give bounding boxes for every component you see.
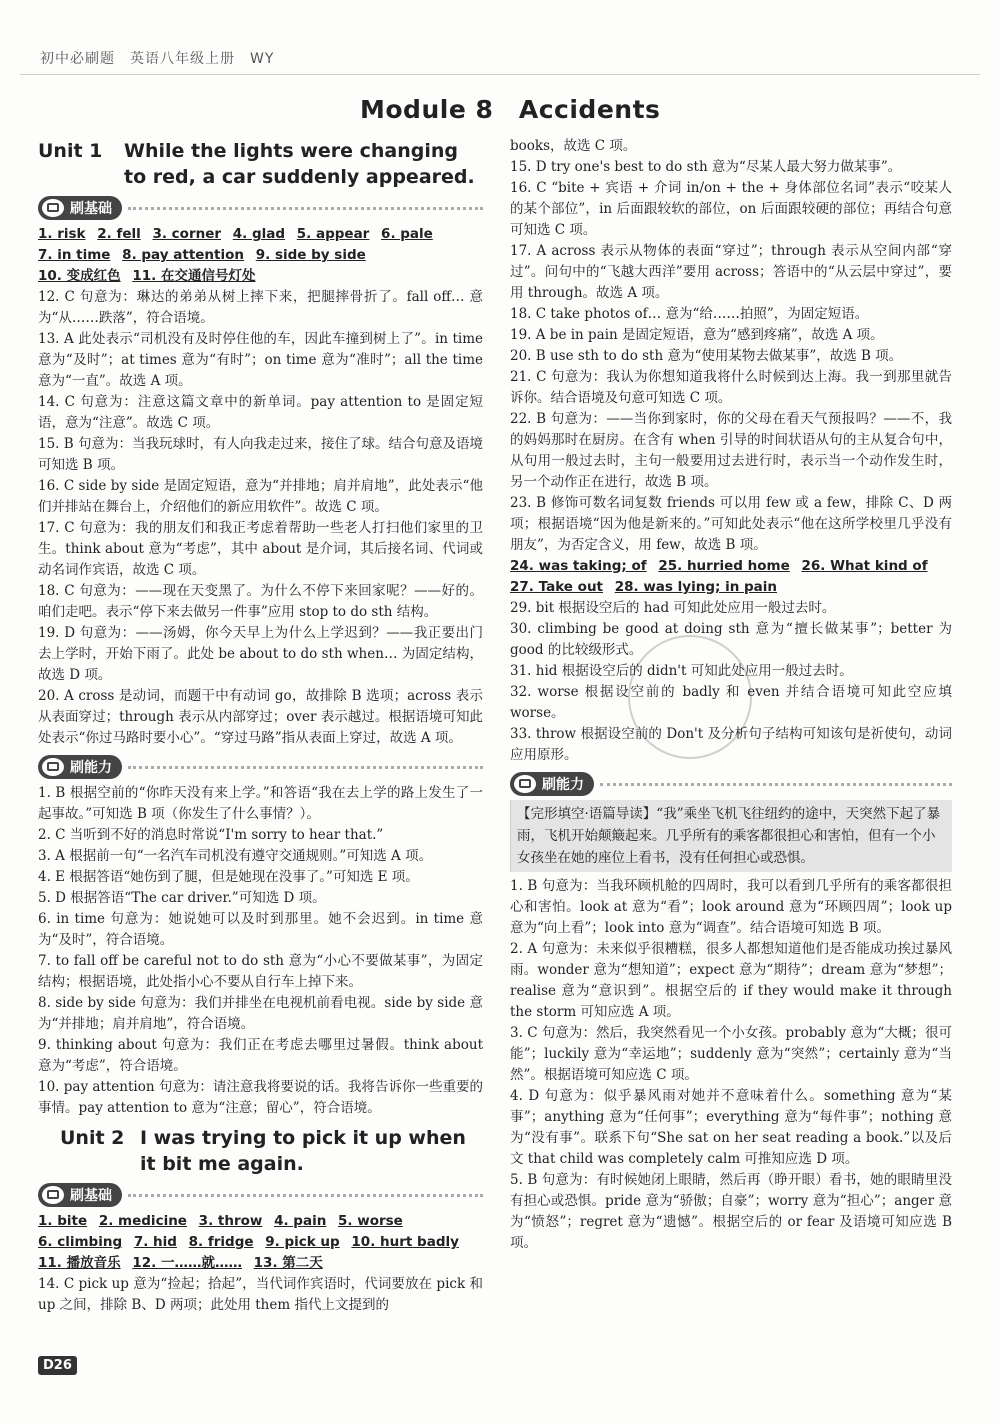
- u2-fill-answers: [38, 1211, 483, 1274]
- answer-item: 22. B 句意为：——当你到家时，你的父母在看天气预报吗？——不，我的妈妈那时在厨房。在含有 when 引导的时间状语从句的主从复合句中，从句用一般过去时，主句一般要用过去进行时，表示当一个动作发生时，另一个动作正在进行，故选 B 项。: [510, 411, 952, 490]
- answer-item: 20. A cross 是动词，而题干中有动词 go，故排除 B 选项；across 表示从表面穿过；through 表示从内部穿过；over 表示越过。根据语境可知此处表示“你过马路时要小心”。“穿过马路”指从表面上穿过，故选 A 项。: [38, 688, 483, 746]
- answer-item: 6. in time 句意为：她说她可以及时到那里。她不会迟到。in time 意为“及时”，符合语境。: [38, 911, 483, 948]
- page-number: D26: [38, 1356, 77, 1375]
- fill-answer: 6. climbing: [38, 1234, 123, 1250]
- answer-item: 15. B 句意为：当我玩球时，有人向我走过来，接住了球。结合句意及语境可知选 B 项。: [38, 436, 483, 473]
- fill-answer: 12. 一……就……: [132, 1255, 242, 1271]
- fill-answer: 8. fridge: [188, 1234, 254, 1250]
- answer-item: 13. A 此处表示“司机没有及时停住他的车，因此车撞到树上了”。in time 意为“及时”；at times 意为“有时”；on time 意为“准时”；all the time 意为“一直”。故选 A 项。: [38, 331, 483, 389]
- fill-answer: 5. worse: [338, 1213, 403, 1229]
- unit1-number: Unit 1: [38, 140, 103, 162]
- fill-answer: 27. Take out: [510, 579, 604, 595]
- unit1-heading: [38, 138, 483, 190]
- basic-badge: [38, 196, 483, 220]
- answer-item: 2. A 句意为：未来似乎很糟糕，很多人都想知道他们是否能成功挨过暴风雨。wonder 意为“想知道”；expect 意为“期待”；dream 意为“梦想”；realise 意为“意识到”。根据空后的 if they would make it through the storm 可知应选 A 项。: [510, 941, 952, 1020]
- answer-item: 21. C 句意为：我认为你想知道我将什么时候到达上海。我一到那里就告诉你。结合语境及句意可知选 C 项。: [510, 369, 952, 406]
- answer-item: 10. pay attention 句意为：请注意我将要说的话。我将告诉你一些重要的事情。pay attention to 意为“注意；留心”，符合语境。: [38, 1079, 483, 1116]
- answer-item: 7. to fall off be careful not to do sth 意为“小心不要做某事”，为固定结构；根据语境，此处指小心不要从自行车上掉下来。: [38, 953, 483, 990]
- fill-answer: 7. hid: [133, 1234, 177, 1250]
- badge-label: 刷能力: [70, 760, 112, 776]
- answer-item: 16. C “bite + 宾语 + 介词 in/on + the + 身体部位名词”表示“咬某人的某个部位”，in 后面跟较软的部位，on 后面跟较硬的部位；再结合句意可知选 C 项。: [510, 180, 952, 238]
- fill-answer: 26. What kind of: [801, 558, 928, 574]
- fill-answer: 3. throw: [198, 1213, 263, 1229]
- answer-item: 29. bit 根据设空后的 had 可知此处应用一般过去时。: [510, 600, 836, 616]
- unit2-number: Unit 2: [60, 1127, 125, 1149]
- answer-item: 18. C take photos of… 意为“给……拍照”，为固定短语。: [510, 306, 869, 322]
- ability-badge-right: [510, 772, 952, 796]
- u1-fill-answers: [38, 224, 483, 287]
- answer-item: 33. throw 根据设空前的 Don't 及分析句子结构可知该句是祈使句，动词应用原形。: [510, 726, 952, 763]
- passage-guide: 【完形填空·语篇导读】“我”乘坐飞机飞往纽约的途中，天突然下起了暴雨，飞机开始颠簸起来。几乎所有的乘客都很担心和害怕，但有一个小女孩坐在她的座位上看书，没有任何担心或恐惧。: [510, 800, 952, 872]
- right-column: [510, 136, 952, 1254]
- fill-answer: 1. risk: [38, 226, 86, 242]
- badge-label: 刷基础: [70, 201, 112, 217]
- fill-answer: 2. fell: [97, 226, 141, 242]
- answer-item: 31. hid 根据设空后的 didn't 可知此处应用一般过去时。: [510, 663, 853, 679]
- fill-answer: 11. 播放音乐: [38, 1255, 121, 1271]
- answer-item: 4. D 句意为：似乎暴风雨对她并不意味着什么。something 意为“某事”；anything 意为“任何事”；everything 意为“每件事”；nothing 意为“没有事”。联系下句“She sat on her seat reading a book.”以及后文 that child was completely calm 可推知应选 D 项。: [510, 1088, 952, 1167]
- answer-item: 32. worse 根据设空前的 badly 和 even 并结合语境可知此空应填 worse。: [510, 684, 952, 721]
- answer-item: 1. B 根据空前的“你昨天没有来上学。”和答语“我在去上学的路上发生了一起事故。”可知选 B 项（你发生了什么事情？）。: [38, 785, 483, 822]
- answer-item: 16. C side by side 是固定短语，意为“并排地；肩并肩地”，此处表示“他们并排站在舞台上，介绍他们的新应用软件”。故选 C 项。: [38, 478, 483, 515]
- fill-answer: 8. pay attention: [122, 247, 245, 263]
- answer-item: 1. B 句意为：当我环顾机舱的四周时，我可以看到几乎所有的乘客都很担心和害怕。look at 意为“看”；look around 意为“环顾四周”；look up 意为“向上看”；look into 意为“调查”。结合语境可知选 B 项。: [510, 878, 952, 936]
- answer-item: 5. D 根据答语“The car driver.”可知选 D 项。: [38, 890, 326, 906]
- running-header: 初中必刷题 英语八年级上册 WY: [40, 51, 275, 67]
- header-rule: [20, 74, 980, 75]
- fill-answer: 2. medicine: [98, 1213, 187, 1229]
- answer-item: 14. C 句意为：注意这篇文章中的新单词。pay attention to 是固定短语，意为“注意”。故选 C 项。: [38, 394, 483, 431]
- fill-answer: 5. appear: [296, 226, 370, 242]
- answer-item: 18. C 句意为：——现在天变黑了。为什么不停下来回家呢？——好的。咱们走吧。表示“停下来去做另一件事”应用 stop to do sth 结构。: [38, 583, 483, 620]
- right-fill-answers: [510, 556, 952, 598]
- fill-answer: 28. was lying; in pain: [614, 579, 778, 595]
- fill-answer: 10. 变成红色: [38, 268, 121, 284]
- answer-item: 8. side by side 句意为：我们并排坐在电视机前看电视。side by side 意为“并排地；肩并肩地”，符合语境。: [38, 995, 483, 1032]
- book-icon: [42, 199, 64, 217]
- book-icon: [42, 1186, 64, 1204]
- module-title: Module 8 Accidents: [360, 95, 661, 124]
- fill-answer: 10. hurt badly: [351, 1234, 459, 1250]
- answer-item: 3. A 根据前一句“一名汽车司机没有遵守交通规则。”可知选 A 项。: [38, 848, 433, 864]
- unit2-title: I was trying to pick it up when it bit me again.: [140, 1127, 466, 1175]
- fill-answer: 11. 在交通信号灯处: [132, 268, 256, 284]
- answer-item: 5. B 句意为：有时候她闭上眼睛，然后再（睁开眼）看书，她的眼睛里没有担心或恐惧。pride 意为“骄傲；自豪”；worry 意为“担心”；anger 意为“愤怒”；regret 意为“遗憾”。根据空后的 or fear 及语境可知应选 B 项。: [510, 1172, 952, 1251]
- ability-badge: [38, 755, 483, 779]
- badge-label: 刷基础: [70, 1188, 112, 1204]
- unit2-heading: [38, 1125, 483, 1177]
- fill-answer: 3. corner: [152, 226, 222, 242]
- answer-item: 3. C 句意为：然后，我突然看见一个小女孩。probably 意为“大概；很可能”；luckily 意为“幸运地”；suddenly 意为“突然”；certainly 意为“当然”。根据语境可知应选 C 项。: [510, 1025, 952, 1083]
- fill-answer: 7. in time: [38, 247, 111, 263]
- answer-item: 4. E 根据答语“她伤到了腿，但是她现在没事了。”可知选 E 项。: [38, 869, 419, 885]
- fill-answer: 13. 第二天: [253, 1255, 323, 1271]
- left-column: [38, 136, 483, 1316]
- fill-answer: 1. bite: [38, 1213, 88, 1229]
- answer-item: 23. B 修饰可数名词复数 friends 可以用 few 或 a few，排除 C、D 两项；根据语境“因为他是新来的。”可知此处表示“他在这所学校里几乎没有朋友”，为否定含义，用 few，故选 B 项。: [510, 495, 952, 553]
- answer-item: 19. A be in pain 是固定短语，意为“感到疼痛”，故选 A 项。: [510, 327, 884, 343]
- answer-item: 17. C 句意为：我的朋友们和我正考虑着帮助一些老人打扫他们家里的卫生。think about 意为“考虑”，其中 about 是介词，其后接名词、代词或动名词作宾语，故选 C 项。: [38, 520, 483, 578]
- fill-answer: 25. hurried home: [658, 558, 790, 574]
- answer-item: 19. D 句意为：——汤姆，你今天早上为什么上学迟到？——我正要出门去上学时，开始下雨了。此处 be about to do sth when… 为固定结构，故选 D 项。: [38, 625, 483, 683]
- unit1-title: While the lights were changing to red, a car suddenly appeared.: [124, 140, 475, 188]
- fill-answer: 6. pale: [381, 226, 433, 242]
- answer-item: 12. C 句意为：琳达的弟弟从树上摔下来，把腿摔骨折了。fall off… 意为“从……跌落”，符合语境。: [38, 289, 483, 326]
- basic-badge-u2: [38, 1183, 483, 1207]
- answer-item: 30. climbing be good at doing sth 意为“擅长做某事”；better 为 good 的比较级形式。: [510, 621, 952, 658]
- answer-item: 14. C pick up 意为“捡起；拾起”，当代词作宾语时，代词要放在 pick 和 up 之间，排除 B、D 两项；此处用 them 指代上文提到的: [38, 1276, 483, 1313]
- answer-item: books，故选 C 项。: [510, 138, 637, 154]
- fill-answer: 9. side by side: [255, 247, 366, 263]
- answer-item: 17. A across 表示从物体的表面“穿过”；through 表示从空间内部“穿过”。问句中的“飞越大西洋”要用 across；答语中的“从云层中穿过”，要用 through。故选 A 项。: [510, 243, 952, 301]
- answer-item: 9. thinking about 句意为：我们正在考虑去哪里过暑假。think about 意为“考虑”，符合语境。: [38, 1037, 483, 1074]
- answer-item: 20. B use sth to do sth 意为“使用某物去做某事”，故选 B 项。: [510, 348, 903, 364]
- book-icon: [42, 758, 64, 776]
- answer-item: 2. C 当听到不好的消息时常说“I'm sorry to hear that.”: [38, 827, 384, 843]
- badge-label: 刷能力: [542, 777, 584, 793]
- answer-item: 15. D try one's best to do sth 意为“尽某人最大努力做某事”。: [510, 159, 902, 175]
- fill-answer: 24. was taking; of: [510, 558, 647, 574]
- fill-answer: 4. pain: [274, 1213, 327, 1229]
- book-icon: [514, 775, 536, 793]
- fill-answer: 4. glad: [232, 226, 286, 242]
- fill-answer: 9. pick up: [265, 1234, 340, 1250]
